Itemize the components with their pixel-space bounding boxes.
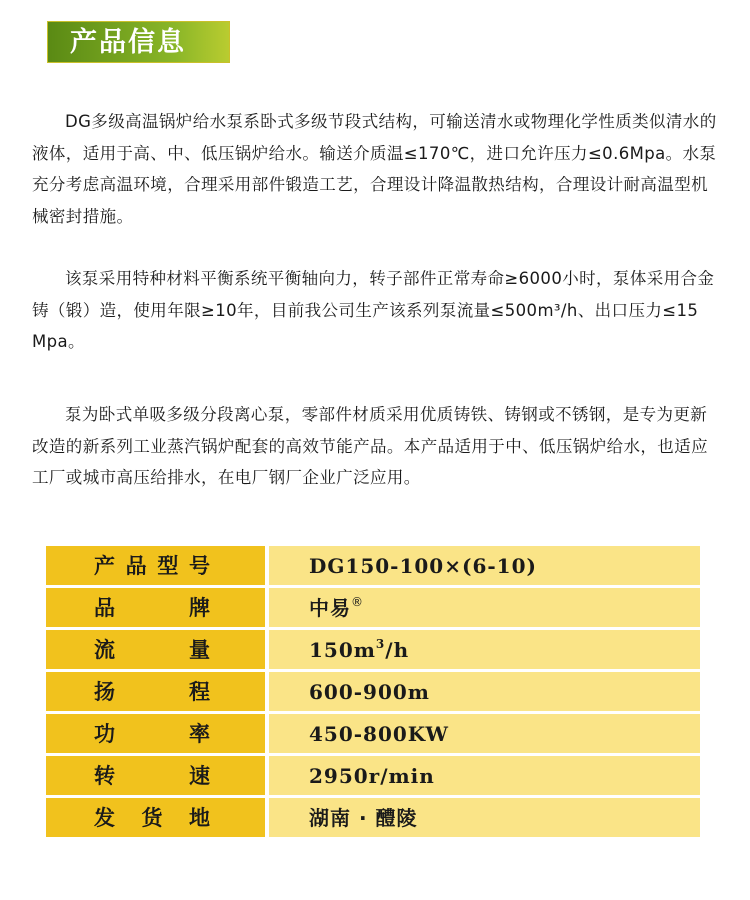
spec-value-flow-exponent: 3	[375, 637, 386, 651]
spec-value-cell	[269, 546, 700, 585]
spec-value-flow	[309, 636, 409, 664]
spec-value-speed: 2950r/min	[309, 764, 435, 788]
spec-row-origin	[46, 798, 700, 837]
spec-label-flow: 流量	[94, 638, 210, 662]
spec-value-cell	[269, 672, 700, 711]
spec-row-brand	[46, 588, 700, 627]
product-description-paragraph-1: DG多级高温锅炉给水泵系卧式多级节段式结构，可输送清水或物理化学性质类似清水的液体，适用于高、中、低压锅炉给水。输送介质温≤170℃，进口允许压力≤0.6Mpa。水泵充分考虑高温环境，合理采用部件锻造工艺，合理设计降温散热结构，合理设计耐高温型机械密封措施。	[32, 112, 717, 226]
registered-mark: ®	[351, 595, 364, 609]
spec-value-power: 450-800KW	[309, 722, 449, 746]
spec-value-head: 600-900m	[309, 680, 430, 704]
spec-label-cell	[46, 672, 265, 711]
spec-value-flow-unit: /h	[385, 638, 410, 662]
spec-label-cell	[46, 630, 265, 669]
section-title: 产品信息	[70, 27, 186, 58]
spec-label-origin: 发货地	[94, 806, 210, 830]
product-description-paragraph-3: 泵为卧式单吸多级分段离心泵，零部件材质采用优质铸铁、铸钢或不锈钢，是专为更新改造的新系列工业蒸汽锅炉配套的高效节能产品。本产品适用于中、低压锅炉给水，也适应工厂或城市高压给排水，在电厂钢厂企业广泛应用。	[32, 405, 708, 487]
spec-label-power: 功率	[94, 722, 210, 746]
spec-value-origin: 湖南 · 醴陵	[309, 806, 418, 830]
spec-value-model: DG150-100×(6-10)	[309, 554, 537, 578]
spec-value-cell	[269, 714, 700, 753]
product-description-paragraph-2: 该泵采用特种材料平衡系统平衡轴向力，转子部件正常寿命≥6000小时，泵体采用合金铸（锻）造，使用年限≥10年，目前我公司生产该系列泵流量≤500m³/h、出口压力≤15 Mpa。	[32, 269, 715, 351]
spec-label-cell	[46, 546, 265, 585]
spec-label-speed: 转速	[94, 764, 210, 788]
spec-value-cell	[269, 630, 700, 669]
spec-value-brand: 中易	[309, 596, 351, 620]
spec-value-cell	[269, 756, 700, 795]
section-title-banner	[47, 21, 230, 63]
spec-label-cell	[46, 714, 265, 753]
spec-value-cell	[269, 798, 700, 837]
spec-value-cell	[269, 588, 700, 627]
spec-label-cell	[46, 798, 265, 837]
spec-label-cell	[46, 756, 265, 795]
spec-row-speed	[46, 756, 700, 795]
spec-row-model	[46, 546, 700, 585]
spec-row-head	[46, 672, 700, 711]
spec-table	[46, 546, 700, 840]
spec-row-power	[46, 714, 700, 753]
spec-label-model: 产品型号	[94, 554, 210, 578]
spec-label-cell	[46, 588, 265, 627]
spec-row-flow	[46, 630, 700, 669]
spec-value-brand-wrap	[309, 594, 364, 622]
spec-label-brand: 品牌	[94, 596, 210, 620]
spec-value-flow-number: 150m	[309, 638, 376, 662]
spec-label-head: 扬程	[94, 680, 210, 704]
